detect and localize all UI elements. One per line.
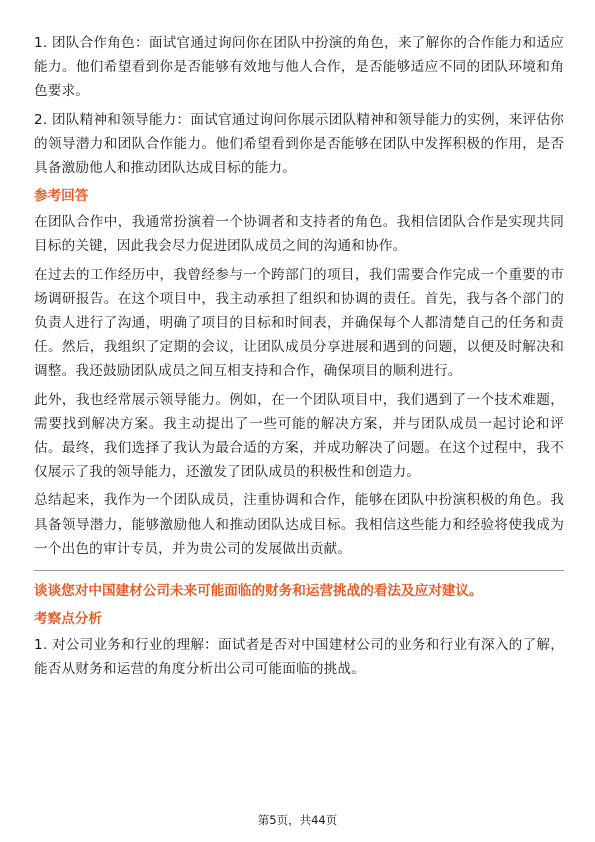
answer-paragraph: 总结起来，我作为一个团队成员，注重协调和合作，能够在团队中扮演积极的角色。我具备领导潜力，能够激励他人和推动团队达成目标。我相信这些能力和经验将使我成为一个出色的审计专员，并为贵公司的发展做出贡献。 [34, 492, 564, 557]
reference-answer-heading: 参考回答 [34, 188, 89, 205]
point-item: 2. 团队精神和领导能力：面试官通过询问你展示团队精神和领导能力的实例，来评估你的领导潜力和团队合作能力。他们希望看到你是否能够在团队中发挥积极的作用，是否具备激励他人和推动团队达成目标的能力。 [34, 111, 564, 177]
analysis-item: 1. 对公司业务和行业的理解：面试者是否对中国建材公司的业务和行业有深入的了解，能否从财务和运营的角度分析出公司可能面临的挑战。 [34, 637, 564, 678]
point-item: 1. 团队合作角色：面试官通过询问你在团队中扮演的角色，来了解你的合作能力和适应能力。他们希望看到你是否能够有效地与他人合作，是否能够适应不同的团队环境和角色要求。 [34, 35, 564, 100]
answer-paragraph: 此外，我也经常展示领导能力。例如，在一个团队项目中，我们遇到了一个技术难题，需要找到解决方案。我主动提出了一些可能的解决方案，并与团队成员一起讨论和评估。最终，我们选择了我认为最合适的方案，并成功解决了问题。在这个过程中，我不仅展示了我的领导能力，还激发了团队成员的积极性和创造力。 [34, 391, 564, 481]
analysis-heading: 考察点分析 [34, 611, 102, 628]
interview-question: 谈谈您对中国建材公司未来可能面临的财务和运营挑战的看法及应对建议。 [34, 583, 483, 600]
page-number: 第5页，共44页 [257, 813, 338, 827]
section-divider [34, 570, 564, 571]
answer-paragraph: 在过去的工作经历中，我曾经参与一个跨部门的项目，我们需要合作完成一个重要的市场调研报告。在这个项目中，我主动承担了组织和协调的责任。首先，我与各个部门的负责人进行了沟通，明确了项目的目标和时间表，并确保每个人都清楚自己的任务和责任。然后，我组织了定期的会议，让团队成员分享进展和遇到的问题，以便及时解决和调整。我还鼓励团队成员之间互相支持和合作，确保项目的顺利进行。 [34, 266, 564, 380]
answer-paragraph: 在团队合作中，我通常扮演着一个协调者和支持者的角色。我相信团队合作是实现共同目标的关键，因此我会尽力促进团队成员之间的沟通和协作。 [34, 214, 564, 255]
page-content [34, 31, 564, 685]
